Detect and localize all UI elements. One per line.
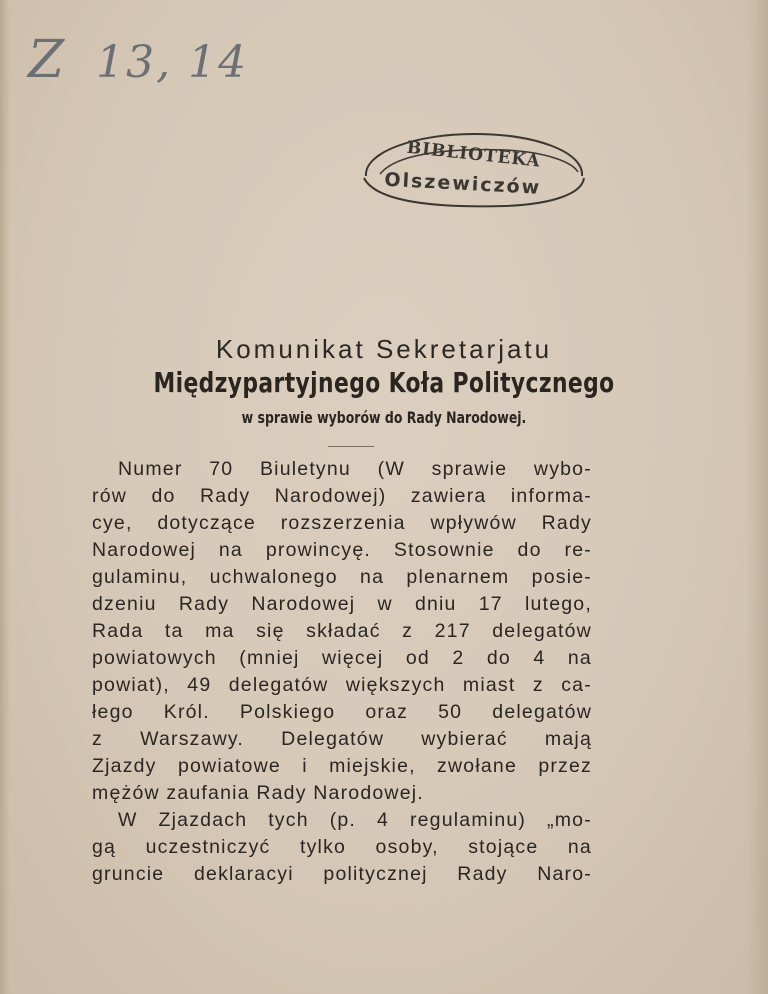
handwritten-letter: Z: [28, 30, 67, 90]
body-line: mężów zaufania Rady Narodowej.: [92, 782, 424, 804]
body-line: cye, dotyczące rozszerzenia wpływów Rady: [92, 512, 592, 534]
handwritten-number: 13, 14: [96, 37, 249, 88]
body-line: Numer 70 Biuletynu (W sprawie wybo-: [118, 458, 592, 480]
separator-rule: [328, 446, 374, 447]
library-stamp: [356, 124, 592, 210]
body-paragraph: [92, 456, 592, 888]
body-line: z Warszawy. Delegatów wybierać mają: [92, 728, 592, 750]
body-line: dzeniu Rady Narodowej w dniu 17 lutego,: [92, 593, 592, 615]
body-line: gą uczestniczyć tylko osoby, stojące na: [92, 836, 592, 858]
body-line: powiat), 49 delegatów większych miast z ca-: [92, 674, 592, 696]
body-line: W Zjazdach tych (p. 4 regulaminu) „mo-: [118, 809, 592, 831]
body-line: Narodowej na prowincyę. Stosownie do re-: [92, 539, 592, 561]
stamp-line-2: Olszewiczów: [383, 168, 542, 199]
stamp-line-1: BIBLIOTEKA: [405, 137, 542, 172]
body-line: rów do Rady Narodowej) zawiera informa-: [92, 485, 592, 507]
body-line: łego Król. Polskiego oraz 50 delegatów: [92, 701, 592, 723]
page-edge-right: [746, 0, 768, 994]
body-line: Rada ta ma się składać z 217 delegatów: [92, 620, 592, 642]
handwritten-catalog-mark: [28, 30, 248, 90]
body-line: gruncie deklaracyi politycznej Rady Naro-: [92, 863, 592, 885]
heading-line-2: Międzypartyjnego Koła Politycznego: [153, 366, 615, 399]
body-line: Zjazdy powiatowe i miejskie, zwołane przez: [92, 755, 592, 777]
body-line: powiatowych (mniej więcej od 2 do 4 na: [92, 647, 592, 669]
body-line: gulaminu, uchwalonego na plenarnem posie-: [92, 566, 592, 588]
page-edge-left: [0, 0, 10, 994]
heading-line-3: w sprawie wyborów do Rady Narodowej.: [241, 408, 527, 427]
library-stamp-graphic: [356, 124, 592, 210]
heading-line-1: Komunikat Sekretarjatu: [215, 334, 553, 364]
